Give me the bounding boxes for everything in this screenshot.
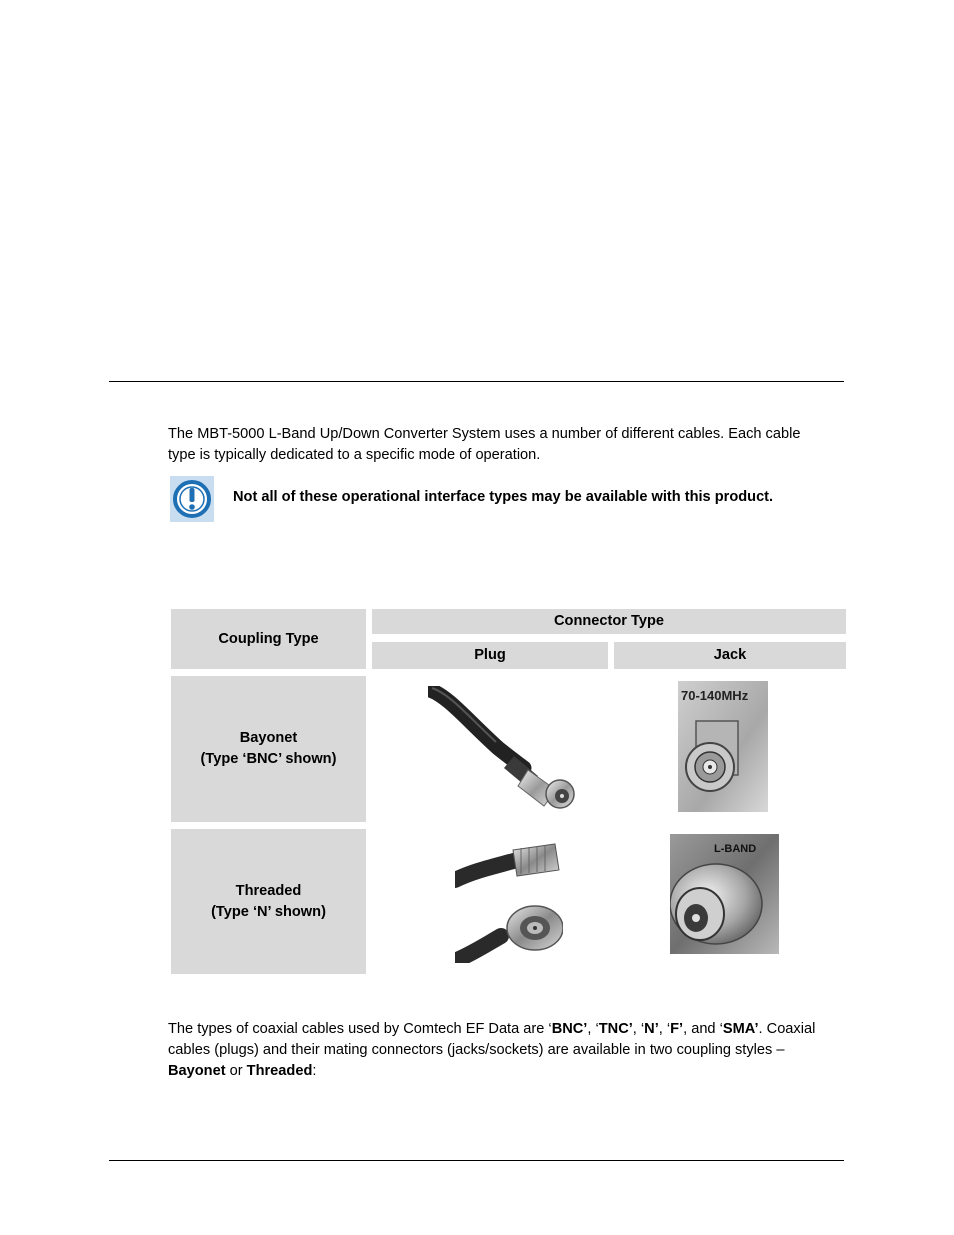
body-sep-1: , ‘	[587, 1021, 599, 1037]
bayonet-name: Bayonet	[239, 730, 298, 746]
body-line-1	[168, 1019, 848, 1040]
body-sep-3: , ‘	[658, 1021, 671, 1037]
body-sep-2: , ‘	[632, 1021, 645, 1037]
f-term: F’	[670, 1021, 684, 1037]
plug-header-label: Plug	[474, 647, 506, 663]
jack-header	[614, 642, 846, 669]
n-term: N’	[644, 1021, 659, 1037]
threaded-row-label	[171, 829, 366, 974]
body-line-1-start: The types of coaxial cables used by Comtech EF Data are ‘	[168, 1021, 552, 1037]
tnc-term: TNC’	[598, 1021, 633, 1037]
n-jack-photo	[670, 834, 779, 954]
bayonet-row-label	[171, 676, 366, 822]
bayonet-shown: (Type ‘BNC’ shown)	[200, 751, 337, 767]
threaded-term: Threaded	[246, 1063, 313, 1079]
intro-line-2: type is typically dedicated to a specific mode of operation.	[168, 447, 541, 463]
bnc-jack-photo	[678, 681, 768, 812]
body-line-2: cables (plugs) and their mating connectors (jacks/sockets) are available in two coupling styles –	[168, 1042, 785, 1058]
body-sep-4: , and ‘	[683, 1021, 723, 1037]
threaded-name: Threaded	[235, 882, 302, 899]
body-or: or	[225, 1063, 247, 1079]
bnc-jack-label: 70-140MHz	[681, 688, 749, 703]
exclamation-circle-icon	[170, 476, 214, 522]
body-line-1-end: . Coaxial	[758, 1021, 816, 1037]
n-plug-photo	[455, 840, 563, 963]
bottom-rule	[109, 1160, 844, 1161]
body-colon: :	[312, 1063, 317, 1079]
top-rule	[109, 381, 844, 382]
n-jack-label: L-BAND	[714, 843, 757, 855]
connector-type-header	[372, 609, 846, 634]
note-text: Not all of these operational interface types may be available with this product.	[233, 489, 774, 505]
coupling-type-header-label: Coupling Type	[218, 630, 319, 647]
body-paragraph	[168, 1019, 848, 1082]
sma-term: SMA’	[722, 1021, 759, 1037]
bayonet-term: Bayonet	[168, 1063, 226, 1079]
bnc-plug-photo	[428, 686, 583, 810]
intro-paragraph	[168, 424, 848, 466]
threaded-shown: (Type ‘N’ shown)	[211, 903, 326, 920]
plug-header	[372, 642, 608, 669]
connector-type-header-label: Connector Type	[553, 613, 664, 629]
intro-line-1: The MBT-5000 L-Band Up/Down Converter System uses a number of different cables. Each cable	[168, 426, 801, 442]
body-line-3	[168, 1061, 848, 1082]
coupling-type-header	[171, 609, 366, 669]
bnc-term: BNC’	[551, 1021, 588, 1037]
jack-header-label: Jack	[713, 647, 747, 663]
